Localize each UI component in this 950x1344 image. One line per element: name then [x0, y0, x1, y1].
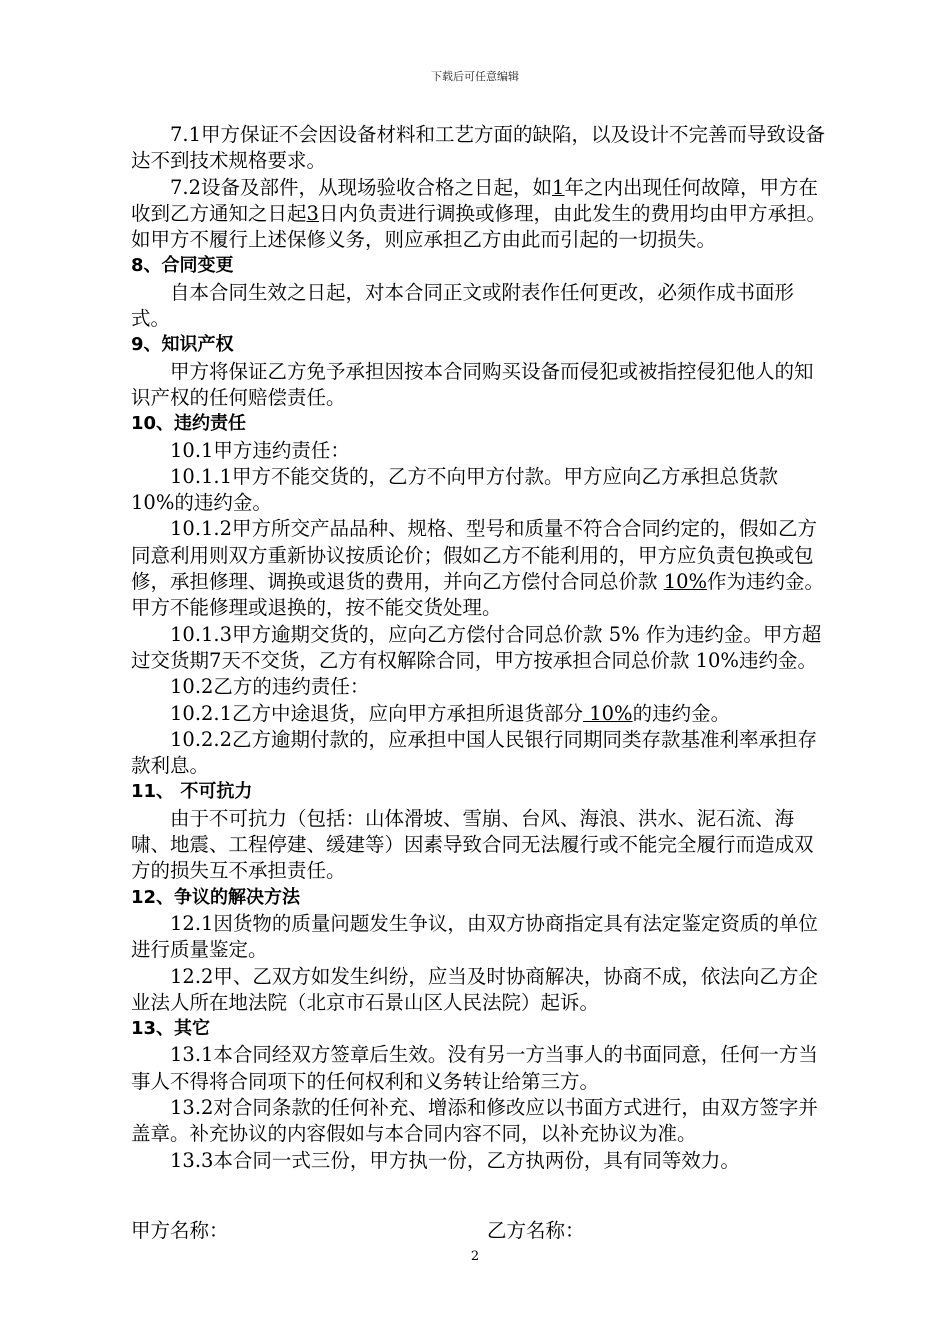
paragraph-text: 7.2设备及部件，从现场验收合格之日起，如	[170, 175, 553, 199]
underlined-value: 3	[306, 201, 319, 225]
section-heading: 12、争议的解决方法	[131, 886, 301, 908]
paragraph: 7.1甲方保证不会因设备材料和工艺方面的缺陷，以及设计不完善而导致设备达不到技术规格要求。	[131, 123, 826, 173]
paragraph: 12.2甲、乙双方如发生纠纷，应当及时协商解决，协商不成，依法向乙方企业法人所在地法院（北京市石景山区人民法院）起诉。	[131, 964, 818, 1014]
paragraph	[131, 701, 827, 727]
contract-body	[131, 122, 827, 1174]
paragraph-text: 日内负责进行调换或修理，由此发生的费用均由甲方承担。如甲方不履行上述保修义务，则应承担乙方由此而引起的一切损失。	[131, 201, 826, 252]
party-a-signature-label: 甲方名称：	[131, 1219, 229, 1242]
paragraph: 10.2.2乙方逾期付款的，应承担中国人民银行同期同类存款基准利率承担存款利息。	[131, 727, 818, 778]
paragraph	[131, 175, 827, 254]
underlined-value: 10%	[583, 701, 633, 725]
section-heading: 9、知识产权	[131, 334, 234, 356]
paragraph: 10.1.1甲方不能交货的，乙方不向甲方付款。甲方应向乙方承担总货款 10%的违约金。	[131, 464, 779, 515]
party-b-signature-label: 乙方名称：	[487, 1219, 585, 1242]
paragraph-text: 10.2.1乙方中途退货，应向甲方承担所退货部分	[170, 701, 584, 725]
paragraph: 13.1本合同经双方签章后生效。没有另一方当事人的书面同意，任何一方当事人不得将合同项下的任何权利和义务转让给第三方。	[131, 1043, 818, 1093]
section-heading: 13、其它	[131, 1018, 211, 1040]
paragraph: 13.2对合同条款的任何补充、增添和修改应以书面方式进行，由双方签字并盖章。补充协议的内容假如与本合同内容不同，以补充协议为准。	[131, 1095, 818, 1146]
paragraph: 10.2乙方的违约责任：	[170, 675, 370, 699]
paragraph: 自本合同生效之日起，对本合同正文或附表作任何更改，必须作成书面形式。	[131, 280, 795, 331]
section-heading: 11、 不可抗力	[131, 781, 253, 803]
section-heading: 10、违约责任	[131, 413, 247, 435]
paragraph-text: 10.1.2甲方所交产品品种、规格、型号和质量不符合合同约定的，假如乙方同意利用则双方重新协议按质论价；假如乙方不能利用的，甲方应负责包换或包修，承担修理、调换或退货的费用，并向乙方偿付合同总价款	[131, 517, 818, 594]
paragraph-text: 的违约金。	[632, 701, 731, 725]
underlined-value: 10%	[663, 570, 708, 594]
paragraph: 10.1.3甲方逾期交货的，应向乙方偿付合同总价款 5% 作为违约金。甲方超过交货期7天不交货，乙方有权解除合同，甲方按承担合同总价款 10%违约金。	[131, 622, 822, 672]
section-heading: 8、合同变更	[131, 255, 234, 277]
paragraph: 12.1因货物的质量问题发生争议，由双方协商指定具有法定鉴定资质的单位进行质量鉴定。	[131, 911, 818, 962]
page-header: 下载后可任意编辑	[431, 70, 519, 83]
underlined-value: 1	[552, 175, 565, 199]
paragraph-text: 作为违约金。甲方不能修理或退换的，按不能交货处理。	[131, 570, 825, 620]
paragraph: 10.1甲方违约责任：	[170, 438, 350, 462]
paragraph-text: 年之内出现任何故障，甲方在收到乙方通知之日起	[131, 175, 818, 225]
paragraph: 由于不可抗力（包括：山体滑坡、雪崩、台风、海浪、洪水、泥石流、海啸、地震、工程停建、缓建等）因素导致合同无法履行或不能完全履行而造成双方的损失互不承担责任。	[131, 806, 814, 883]
paragraph	[131, 516, 827, 621]
page-number: 2	[470, 1249, 480, 1264]
paragraph: 甲方将保证乙方免予承担因按本合同购买设备而侵犯或被指控侵犯他人的知识产权的任何赔偿责任。	[131, 359, 814, 409]
paragraph: 13.3本合同一式三份，甲方执一份，乙方执两份，具有同等效力。	[170, 1148, 740, 1172]
